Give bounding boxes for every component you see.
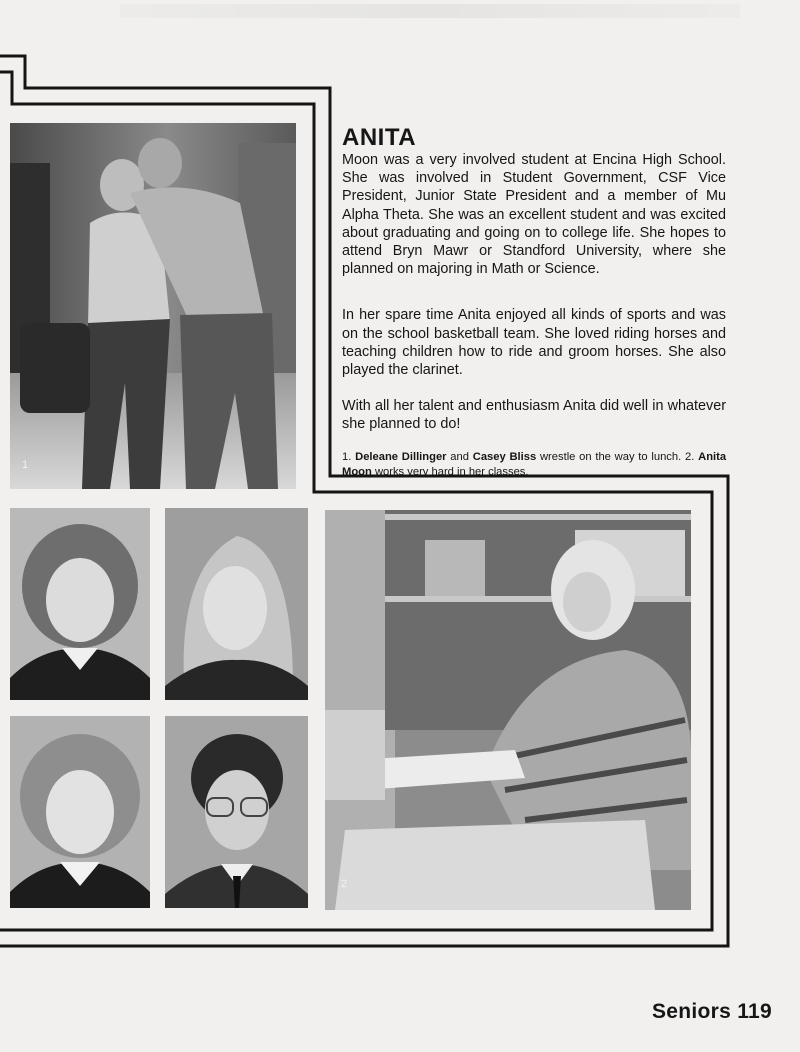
photo-caption	[342, 450, 726, 480]
senior-portrait	[165, 508, 308, 700]
study-photo	[325, 510, 691, 910]
photo-number-1: 1	[22, 459, 29, 471]
caption-text: works very hard in her classes.	[374, 465, 529, 478]
feature-heading: ANITA	[342, 124, 417, 151]
caption-name: Deleane Dillinger	[355, 450, 447, 463]
story-paragraph: With all her talent and enthusiasm Anita did well in whatever she planned to do!	[342, 398, 726, 433]
caption-number: 1.	[342, 450, 352, 463]
story-paragraph: Moon was a very involved student at Encina High School. She was involved in Student Government, CSF Vice President, Junior State President and a member of Mu Alpha Theta. She was an excellent student and was excited about graduating and going on to college life. She hopes to attend Bryn Mawr or Standford University, where she planned on majoring in Math or Science.	[342, 152, 726, 278]
senior-portrait	[10, 508, 150, 700]
feature-story	[342, 125, 726, 491]
senior-portrait	[165, 716, 308, 908]
caption-name: Anita Moon	[342, 450, 727, 478]
photo-number-2: 2	[341, 878, 348, 890]
caption-text: and	[450, 450, 469, 463]
caption-name: Casey Bliss	[472, 450, 537, 463]
page-folio: Seniors 119	[651, 1000, 772, 1023]
senior-portrait	[10, 716, 150, 908]
caption-number: 2.	[685, 450, 695, 463]
wrestling-photo	[10, 123, 296, 489]
caption-text: wrestle on the way to lunch.	[539, 450, 682, 463]
story-paragraph: In her spare time Anita enjoyed all kinds of sports and was on the school basketball team. She loved riding horses and teaching children how to ride and groom horses. She also played the clarinet.	[342, 307, 726, 379]
